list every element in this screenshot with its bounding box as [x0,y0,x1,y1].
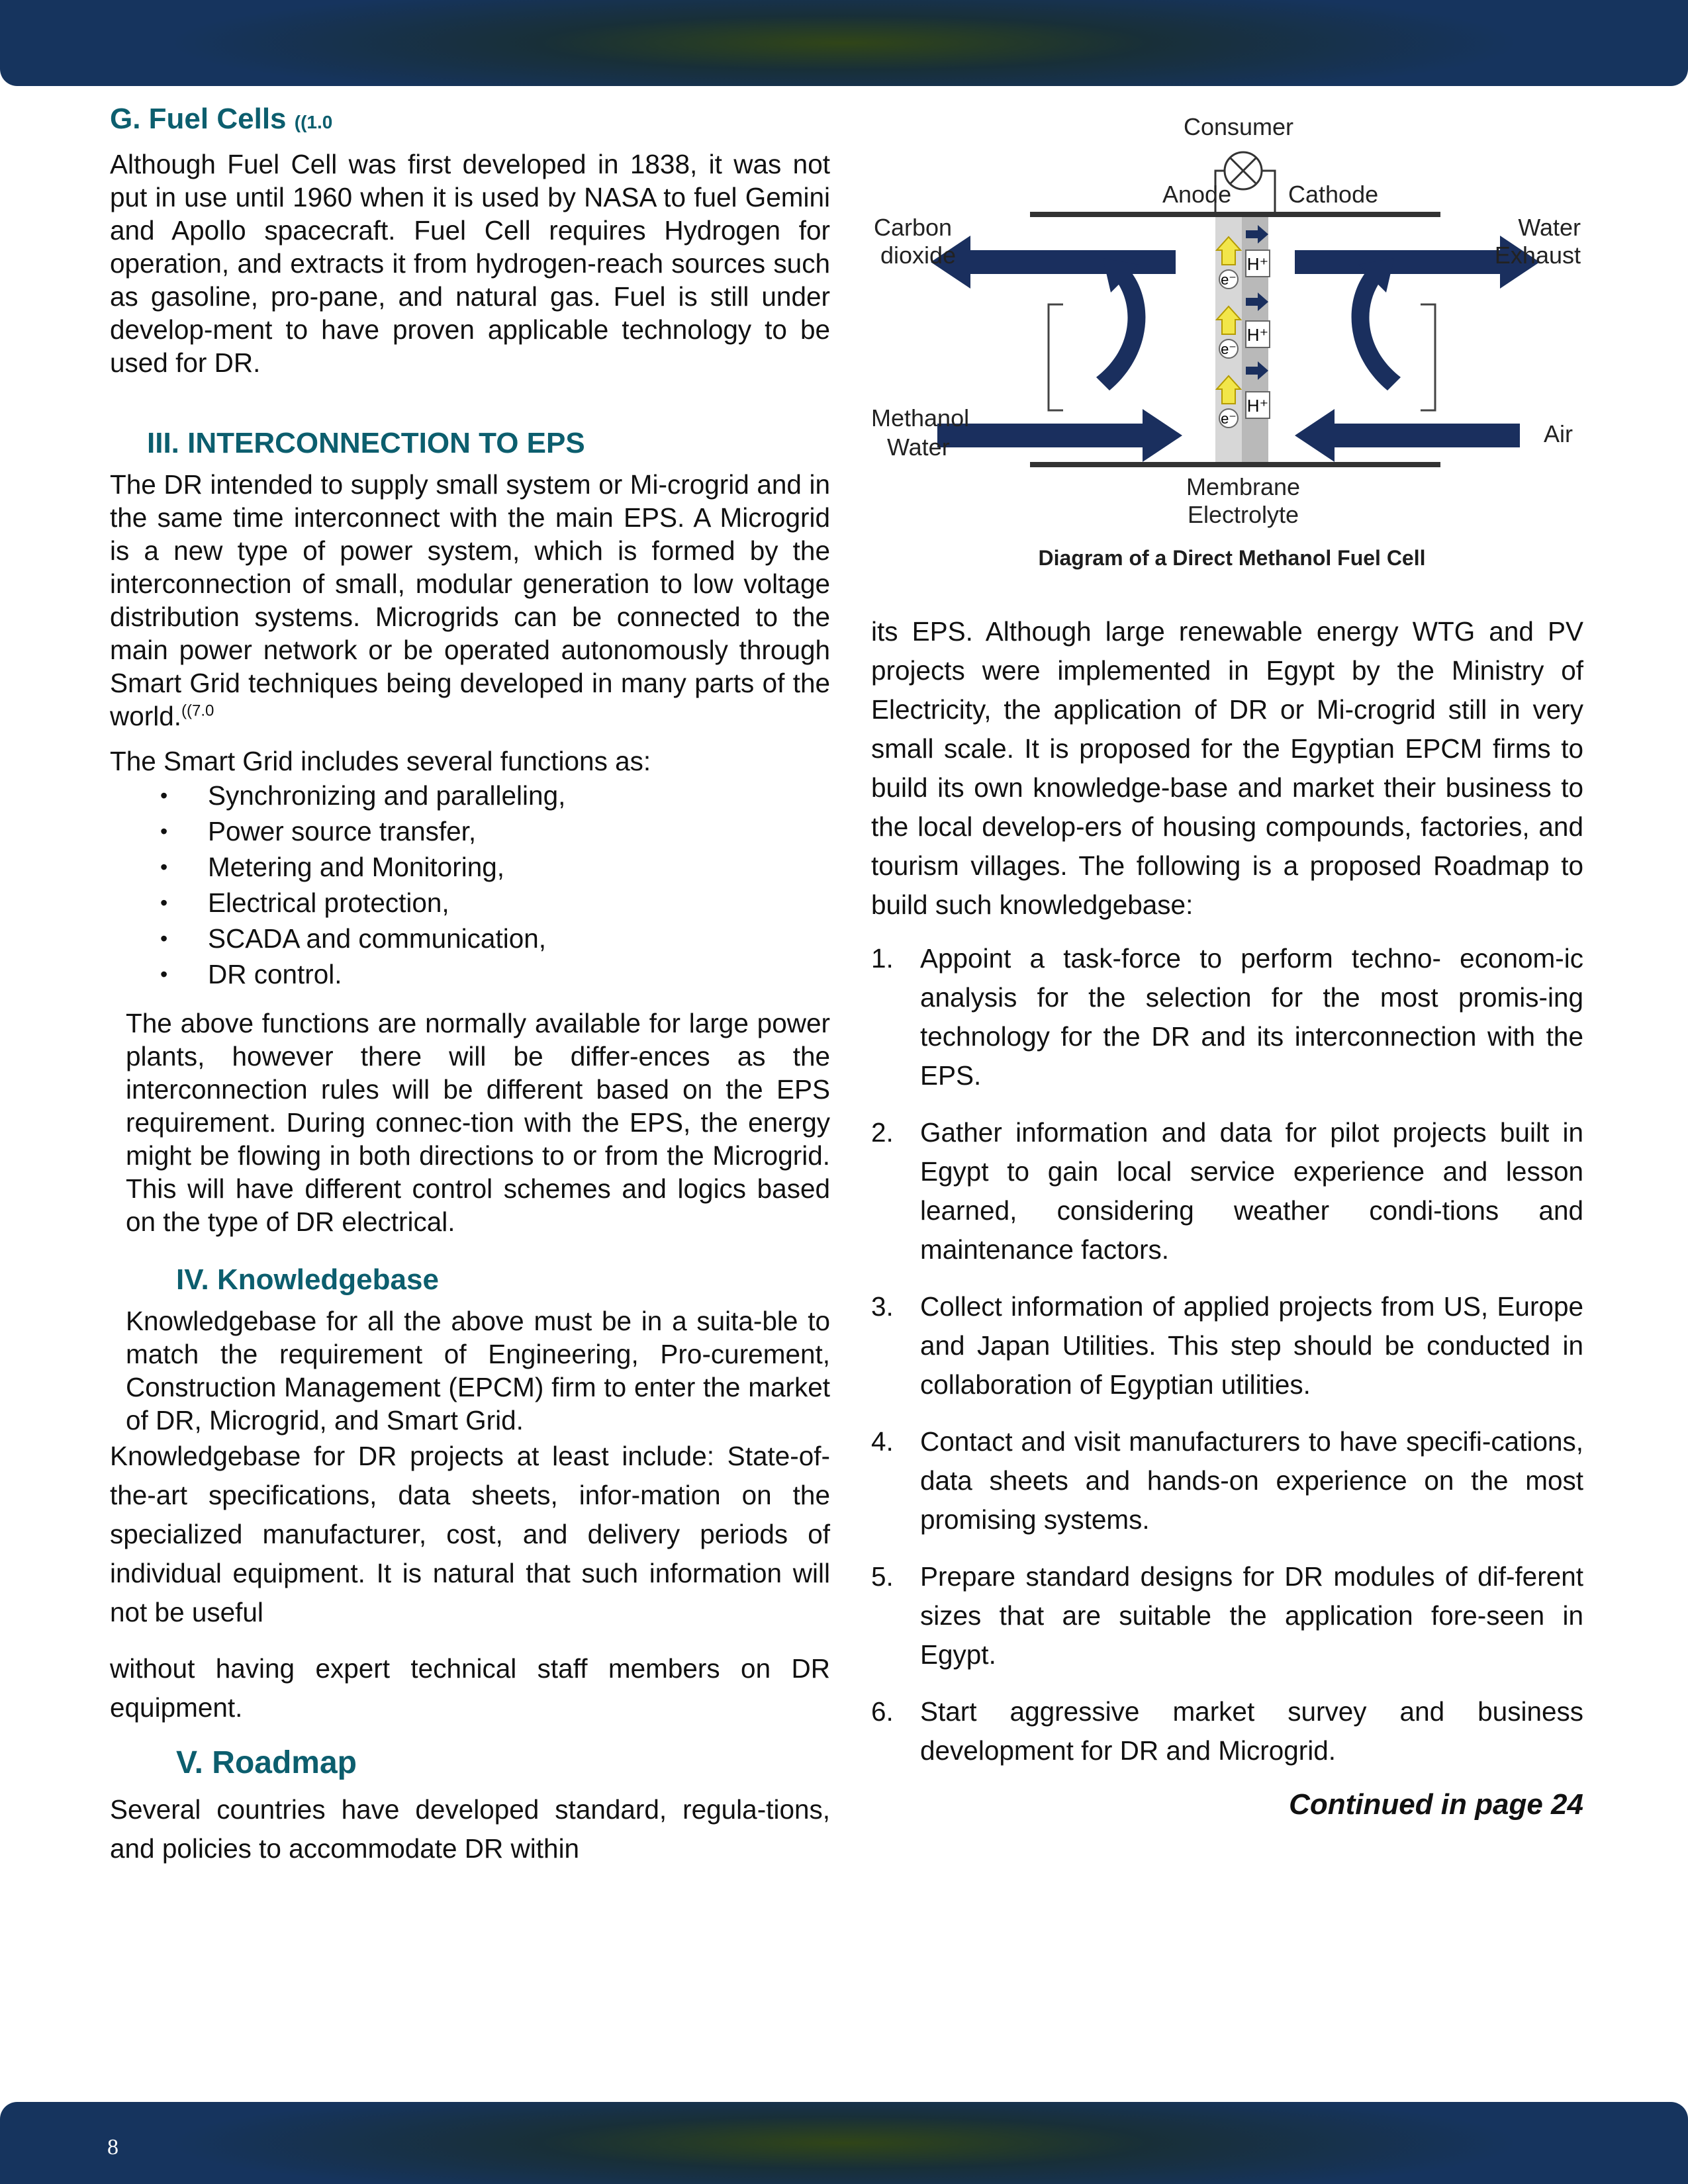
list-item: • SCADA and communication, [160,923,546,954]
fuel-cell-diagram [871,106,1593,582]
cathode-bracket [1421,304,1435,410]
roadmap-intro: Several countries have developed standard, regula-tions, and policies to accommodate DR within [110,1794,830,1864]
electron-label-2: e⁻ [1221,341,1237,357]
list-item: • Synchronizing and paralleling, [160,780,566,811]
fuel-cells-heading-ref: ((1.0 [294,112,333,132]
step-number: 5. [871,1561,894,1592]
list-item-text: Metering and Monitoring, [208,852,504,882]
top-plate [1030,212,1440,217]
air-in-arrow [1295,409,1520,462]
right-column [871,612,1583,1821]
step-text: Gather information and data for pilot projects built in Egypt to gain local service experience and lesson learned, considering weather condi-tions and maintenance factors. [920,1117,1583,1265]
step-number: 6. [871,1696,894,1727]
list-item [871,1692,1583,1770]
membrane-label: Membrane [1186,473,1301,500]
consumer-label: Consumer [1183,113,1294,140]
methanol-label: Methanol [871,404,970,432]
knowledgebase-para-2: Knowledgebase for DR projects at least include: State-of-the-art specifications, data sheets, infor-mation on the specialized manufacturer, cost, and delivery periods of individual equipment. It is natural that such information will not be useful [110,1441,830,1627]
step-text: Collect information of applied projects from US, Europe and Japan Utilities. This step should be conducted in collaboration of Egyptian utilities. [920,1291,1583,1400]
list-item: • DR control. [160,959,342,989]
list-item-text: SCADA and communication, [208,923,546,954]
interconnection-body-text: The DR intended to supply small system or Mi-crogrid and in the same time interconnect with the main EPS. A Microgrid is a new type of power system, which is formed by the interconnection of small, modular generation to low voltage distribution systems. Microgrids can be connected to the main power network or be operated autonomously through Smart Grid techniques being developed in many parts of the world. [110,469,830,731]
interconnection-heading: III. INTERCONNECTION TO EPS [147,427,585,459]
cathode-label: Cathode [1288,181,1379,208]
knowledgebase-para-3: without having expert technical staff members on DR equipment. [110,1653,830,1723]
bottom-plate [1030,462,1440,467]
fuel-cells-heading-text: G. Fuel Cells [110,103,287,135]
step-number: 3. [871,1291,894,1322]
proton-label-3: H⁺ [1246,396,1269,416]
top-banner [0,0,1688,86]
list-item [871,1422,1583,1539]
step-text: Prepare standard designs for DR modules of dif-ferent sizes that are suitable the application fore-seen in Egypt. [920,1561,1583,1670]
list-item-text: Power source transfer, [208,816,477,846]
smart-grid-functions-list [110,778,830,992]
list-item: • Power source transfer, [160,816,477,846]
fuel-cells-heading [110,103,830,136]
cathode-curve-arrow [1352,258,1401,390]
proton-label-1: H⁺ [1246,254,1269,274]
bottom-banner [0,2102,1688,2184]
water-exhaust-label-2: Exhaust [1494,242,1581,269]
roadmap-heading: V. Roadmap [176,1745,357,1780]
anode-curve-arrow [1096,258,1145,390]
proton-label-2: H⁺ [1246,325,1269,345]
list-item-text: DR control. [208,959,342,989]
air-label: Air [1544,420,1573,447]
step-number: 4. [871,1426,894,1457]
list-item-text: Electrical protection, [208,887,449,918]
step-text: Start aggressive market survey and business development for DR and Microgrid. [920,1696,1583,1766]
left-column [110,103,830,1868]
fuel-cell-diagram-svg [871,106,1593,582]
methanol-water-label: Water [887,433,950,461]
anode-bracket [1049,304,1063,410]
list-item [871,1287,1583,1404]
list-item [871,939,1583,1095]
continued-link[interactable]: Continued in page 24 [1289,1788,1583,1821]
fuel-cells-body: Although Fuel Cell was first developed in 1838, it was not put in use until 1960 when it is used by NASA to fuel Gemini and Apollo spacecraft. Fuel Cell requires Hydrogen for operation, and extracts it from hydrogen-reach sources such as gasoline, pro-pane, and natural gas. Fuel is still under develop-ment to have proven applicable technology to be used for DR. [110,149,830,378]
step-number: 2. [871,1117,894,1148]
methanol-in-arrow [937,409,1182,462]
co2-out-arrow [931,236,1176,289]
step-number: 1. [871,943,894,974]
list-item: • Metering and Monitoring, [160,852,504,882]
carbon-dioxide-label-2: dioxide [880,242,957,269]
electrolyte-label: Electrolyte [1187,501,1299,528]
functions-explanation: The above functions are normally available for large power plants, however there will be differ-ences as the interconnection rules will be different based on the EPS requirement. During connec-tion with the EPS, the energy might be flowing in both directions to or from the Microgrid. This will have different control schemes and logics based on the type of DR electrical. [126,1008,830,1237]
knowledgebase-para-1: Knowledgebase for all the above must be in a suita-ble to match the requirement of Engineering, Pro-curement, Construction Management (EPCM) firm to enter the market of DR, Microgrid, and Smart Grid. [126,1306,830,1435]
interconnection-body [110,468,830,733]
list-item [871,1557,1583,1674]
electron-label-1: e⁻ [1221,271,1237,288]
interconnection-body-ref: ((7.0 [181,702,214,720]
carbon-dioxide-label-1: Carbon [874,214,953,241]
cathode-wire [1262,171,1275,212]
list-item: • Electrical protection, [160,887,449,918]
electron-label-3: e⁻ [1221,410,1237,427]
step-text: Appoint a task-force to perform techno- econom-ic analysis for the selection for the most promis-ing technology for the DR and its interconnection with the EPS. [920,943,1583,1091]
smart-grid-intro: The Smart Grid includes several functions as: [110,746,651,776]
anode-label: Anode [1162,181,1232,208]
water-exhaust-label-1: Water [1518,214,1581,241]
knowledgebase-heading: IV. Knowledgebase [176,1263,439,1296]
page-number: 8 [107,2135,118,2160]
step-text: Contact and visit manufacturers to have specifi-cations, data sheets and hands-on experience on the most promising systems. [920,1426,1583,1535]
list-item [871,1113,1583,1269]
roadmap-steps-list [871,939,1583,1770]
roadmap-continued-text: its EPS. Although large renewable energy WTG and PV projects were implemented in Egypt by the Ministry of Electricity, the application of DR or Mi-crogrid still in very small scale. It is proposed for the Egyptian EPCM firms to build its own knowledge-base and market their business to the local develop-ers of housing compounds, factories, and tourism villages. The following is a proposed Roadmap to build such knowledgebase: [871,616,1583,920]
diagram-caption: Diagram of a Direct Methanol Fuel Cell [1038,546,1426,570]
list-item-text: Synchronizing and paralleling, [208,780,566,811]
